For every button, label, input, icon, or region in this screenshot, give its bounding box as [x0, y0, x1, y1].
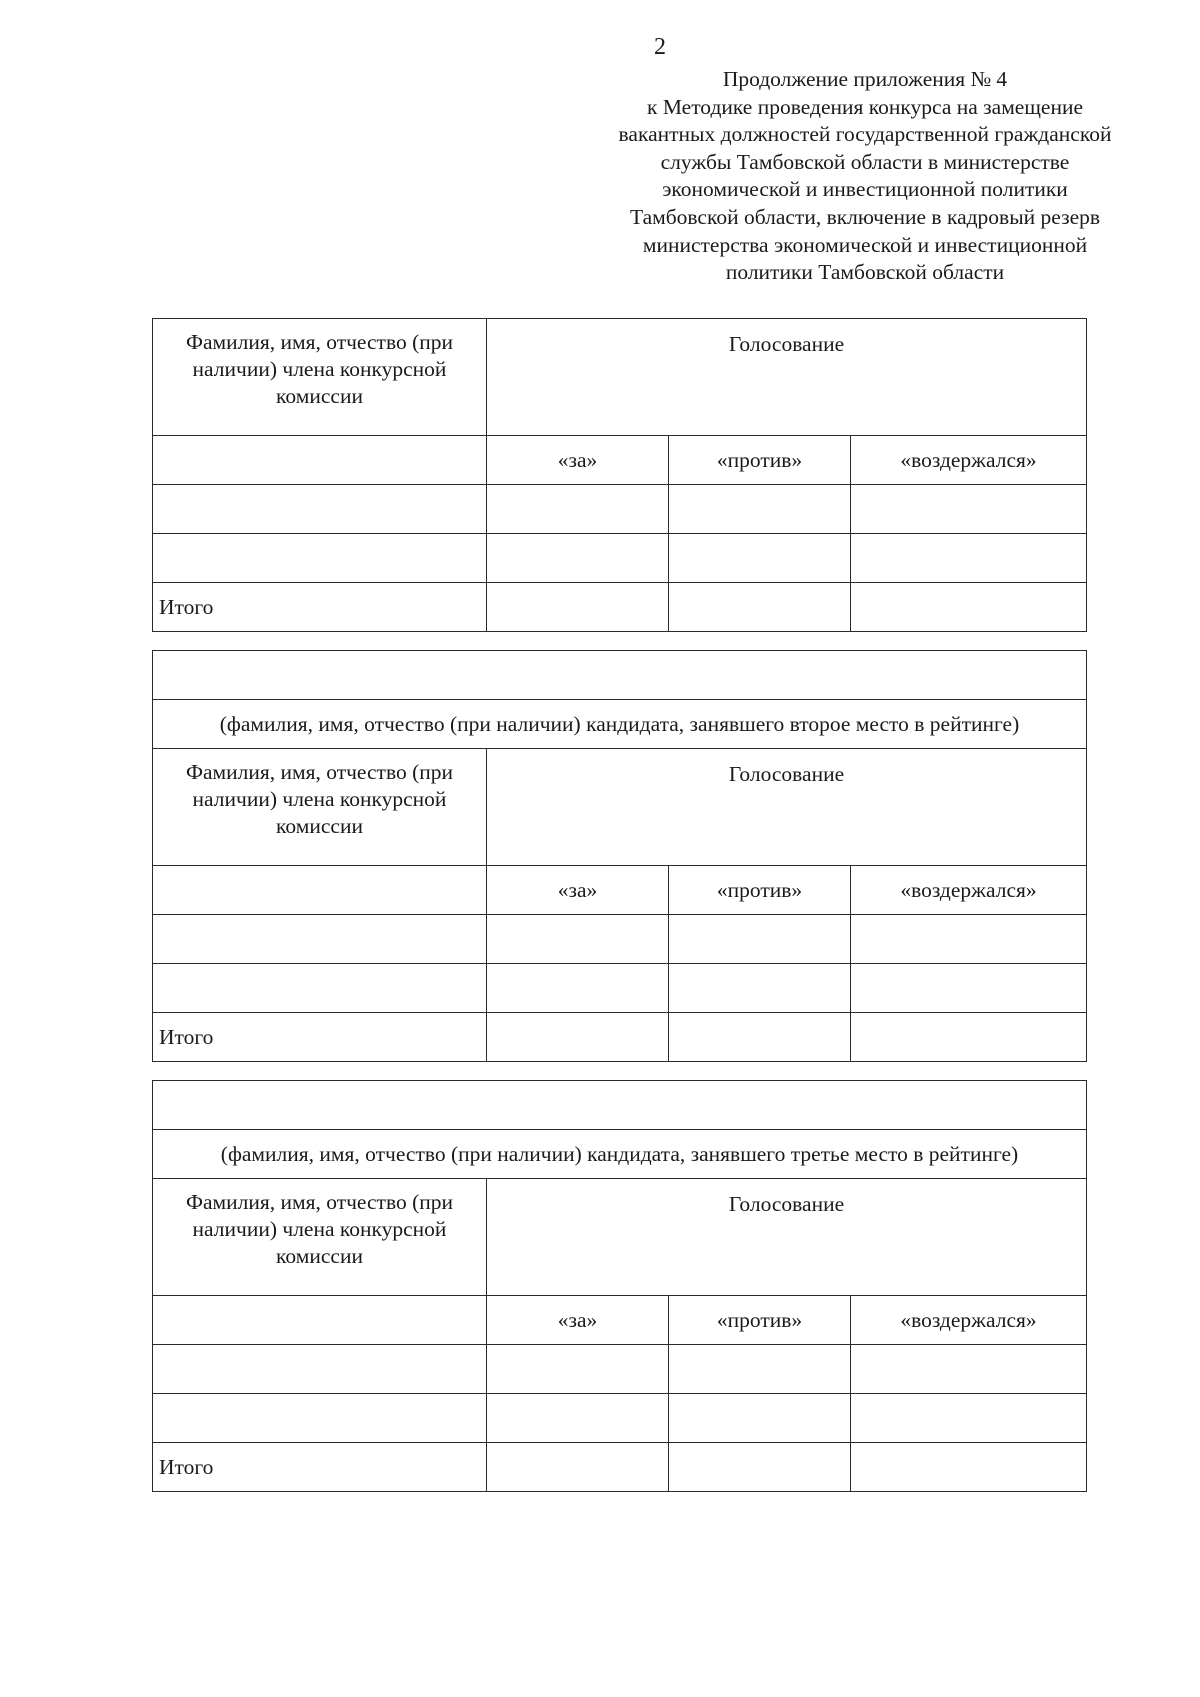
- vote-against-header: «против»: [669, 1296, 851, 1345]
- vote-against-cell[interactable]: [669, 534, 851, 583]
- total-abstained-cell[interactable]: [851, 583, 1087, 632]
- header-line: к Методике проведения конкурса на замещение: [647, 94, 1083, 119]
- voting-table-third: [152, 1080, 1087, 1492]
- total-for-cell[interactable]: [487, 1013, 669, 1062]
- header-line: министерства экономической и инвестиционной: [642, 232, 1088, 257]
- appendix-header: [560, 66, 1170, 287]
- vote-for-header: «за»: [487, 866, 669, 915]
- member-name-header: Фамилия, имя, отчество (при наличии) члена конкурсной комиссии: [153, 1179, 487, 1296]
- vote-against-cell[interactable]: [669, 964, 851, 1013]
- member-name-cell[interactable]: [153, 866, 487, 915]
- vote-for-cell[interactable]: [487, 1394, 669, 1443]
- vote-for-cell[interactable]: [487, 915, 669, 964]
- voting-table-second: [152, 650, 1087, 1062]
- table-row: [153, 1345, 1087, 1394]
- header-line: политики Тамбовской области: [725, 260, 1005, 285]
- vote-for-cell[interactable]: [487, 964, 669, 1013]
- voting-table-first: [152, 318, 1087, 632]
- member-name-cell[interactable]: [153, 915, 487, 964]
- table-row: [153, 485, 1087, 534]
- member-name-cell[interactable]: [153, 1345, 487, 1394]
- member-name-cell[interactable]: [153, 436, 487, 485]
- vote-against-cell[interactable]: [669, 915, 851, 964]
- vote-abstained-cell[interactable]: [851, 534, 1087, 583]
- total-abstained-cell[interactable]: [851, 1443, 1087, 1492]
- candidate-caption: (фамилия, имя, отчество (при наличии) кандидата, занявшего третье место в рейтинге): [153, 1130, 1087, 1179]
- vote-against-header: «против»: [669, 866, 851, 915]
- vote-abstained-header: «воздержался»: [851, 866, 1087, 915]
- vote-abstained-header: «воздержался»: [851, 436, 1087, 485]
- table-row: [153, 964, 1087, 1013]
- total-against-cell[interactable]: [669, 1443, 851, 1492]
- header-line: экономической и инвестиционной политики: [662, 177, 1068, 202]
- candidate-name-field[interactable]: [153, 651, 1087, 700]
- member-name-header: Фамилия, имя, отчество (при наличии) члена конкурсной комиссии: [153, 319, 487, 436]
- vote-abstained-cell[interactable]: [851, 1345, 1087, 1394]
- header-line: Продолжение приложения № 4: [722, 67, 1008, 91]
- vote-abstained-cell[interactable]: [851, 915, 1087, 964]
- vote-abstained-cell[interactable]: [851, 1394, 1087, 1443]
- table-row: [153, 534, 1087, 583]
- voting-header: Голосование: [487, 749, 1087, 866]
- header-line: Тамбовской области, включение в кадровый резерв: [629, 204, 1101, 229]
- total-for-cell[interactable]: [487, 1443, 669, 1492]
- vote-abstained-header: «воздержался»: [851, 1296, 1087, 1345]
- member-name-cell[interactable]: [153, 485, 487, 534]
- table-row: [153, 915, 1087, 964]
- vote-for-cell[interactable]: [487, 1345, 669, 1394]
- vote-for-header: «за»: [487, 436, 669, 485]
- total-label: Итого: [153, 583, 487, 632]
- vote-abstained-cell[interactable]: [851, 485, 1087, 534]
- vote-for-header: «за»: [487, 1296, 669, 1345]
- total-label: Итого: [153, 1013, 487, 1062]
- member-name-cell[interactable]: [153, 534, 487, 583]
- voting-header: Голосование: [487, 319, 1087, 436]
- total-against-cell[interactable]: [669, 1013, 851, 1062]
- vote-for-cell[interactable]: [487, 534, 669, 583]
- candidate-caption: (фамилия, имя, отчество (при наличии) кандидата, занявшего второе место в рейтинге): [153, 700, 1087, 749]
- header-line: вакантных должностей государственной гражданской: [618, 122, 1112, 147]
- page-number: 2: [654, 34, 666, 60]
- member-name-cell[interactable]: [153, 1394, 487, 1443]
- vote-against-cell[interactable]: [669, 1345, 851, 1394]
- member-name-cell[interactable]: [153, 964, 487, 1013]
- vote-against-header: «против»: [669, 436, 851, 485]
- total-against-cell[interactable]: [669, 583, 851, 632]
- table-row: [153, 1394, 1087, 1443]
- member-name-cell[interactable]: [153, 1296, 487, 1345]
- total-label: Итого: [153, 1443, 487, 1492]
- voting-header: Голосование: [487, 1179, 1087, 1296]
- total-abstained-cell[interactable]: [851, 1013, 1087, 1062]
- candidate-name-field[interactable]: [153, 1081, 1087, 1130]
- total-for-cell[interactable]: [487, 583, 669, 632]
- vote-against-cell[interactable]: [669, 1394, 851, 1443]
- vote-against-cell[interactable]: [669, 485, 851, 534]
- vote-for-cell[interactable]: [487, 485, 669, 534]
- vote-abstained-cell[interactable]: [851, 964, 1087, 1013]
- member-name-header: Фамилия, имя, отчество (при наличии) члена конкурсной комиссии: [153, 749, 487, 866]
- header-line: службы Тамбовской области в министерстве: [660, 149, 1070, 174]
